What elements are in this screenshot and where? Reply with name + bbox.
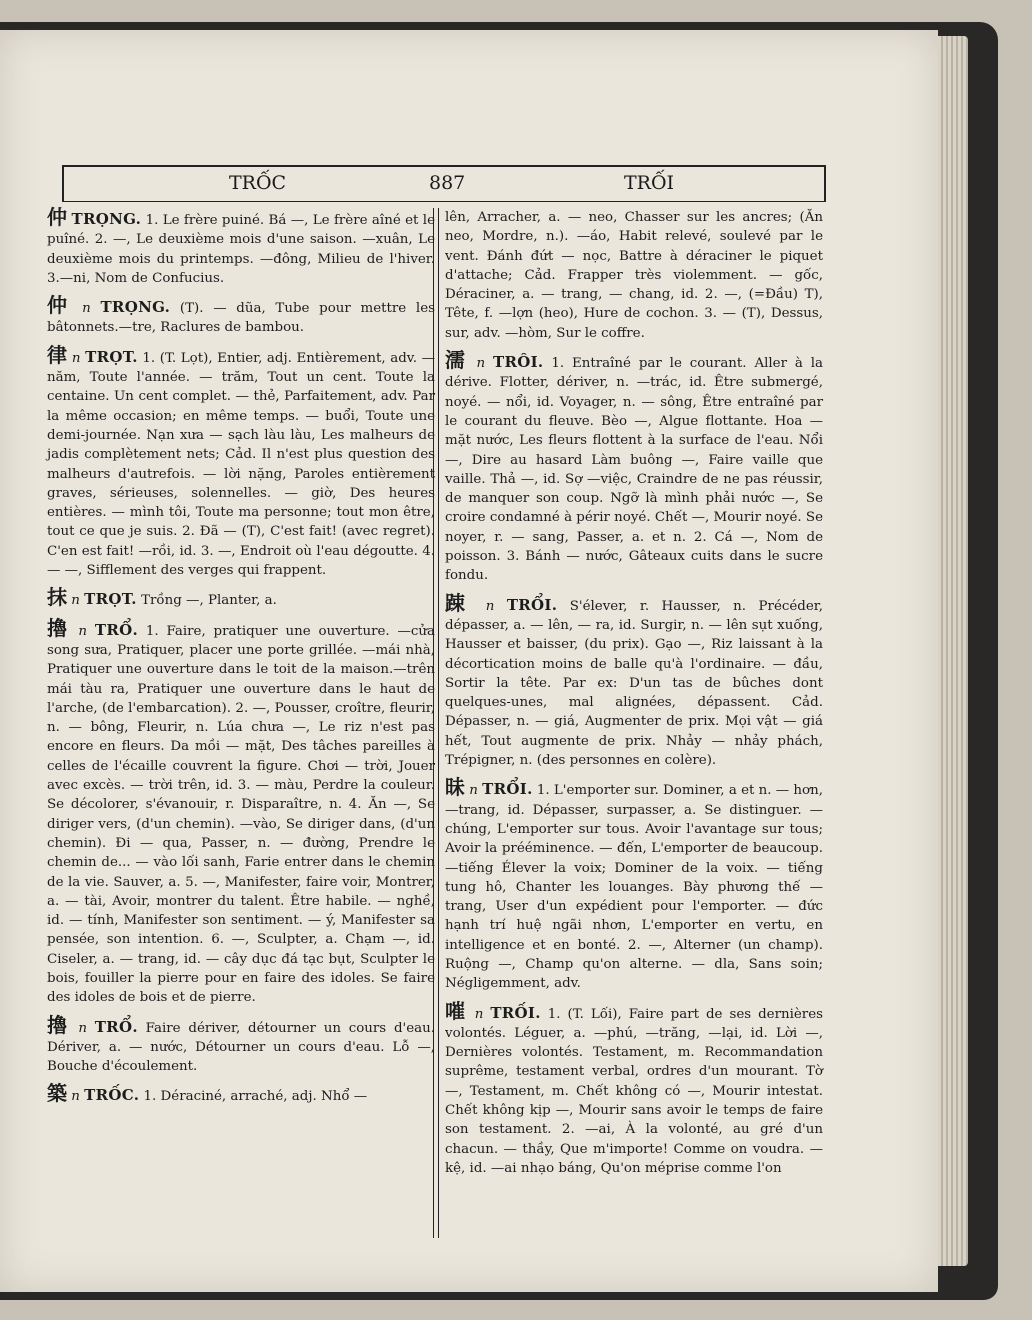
entry-character: 踈 (445, 590, 474, 615)
entry-headword: TRỌNG. (71, 210, 142, 228)
dictionary-entry (445, 590, 823, 771)
entry-headword: TRÔI. (493, 353, 544, 372)
entry-character: 擼 (47, 1012, 71, 1037)
entry-character: 擼 (47, 615, 71, 640)
dictionary-entry (47, 205, 435, 288)
entry-definition: 1. (T. Lọt), Entier, adj. Entièrement, adv. — năm, Toute l'année. — trăm, Tout un cent. Toute la centaine. Un cent complet. — thẻ, Parfaitement, adv. Par la même occasion; en même temps. — buổi, Toute une demi-journée. Nạn xưa — sạch làu làu, Les malheurs de jadis complètement nets; Cảd. Il n'est plus question des malheurs d'autrefois. — lời nặng, Paroles entièrement graves, sérieuses, solennelles. — giờ, Des heures entières. — mình tôi, Toute ma personne; tout mon être, tout ce que je suis. 2. Đã — (T), C'est fait! (avec regret). C'en est fait! —rồi, id. 3. —, Endroit où l'eau dégoutte. 4. — —, Sifflement des verges qui frappent. (47, 350, 436, 579)
entry-pos: n (71, 1089, 80, 1105)
entry-character: 昧 (445, 775, 466, 800)
entry-definition: 1. (T. Lối), Faire part de ses dernières volontés. Léguer, a. —phú, —trăng, —lại, id. Lời —, Dernières volontés. Testament, m. Recommandation suprême, testament verbal, ordres d'un mourant. Tờ —, Testament, m. Chết không có —, Mourir intestat. Chết không kịp —, Mourir sans avoir le temps de faire son testament. 2. —ai, À la volonté, au gré d'un chacun. — thầy, Que m'importe! Comme on voudra. —kệ, id. —ai nhạo báng, Qu'on méprise comme l'on (445, 1006, 824, 1176)
entry-character: 嗺 (445, 998, 468, 1023)
entry-pos: n (474, 1006, 484, 1022)
entry-character: 抹 (47, 585, 67, 610)
dictionary-entry (445, 775, 823, 993)
dictionary-entry (47, 1012, 435, 1077)
entry-headword: TRỐC. (84, 1086, 140, 1105)
entry-character: 築 (47, 1081, 67, 1106)
entry-pos: n (476, 356, 486, 372)
header-left-guide-word: TRỐC (229, 172, 287, 194)
entry-headword: TRỔI. (482, 780, 533, 799)
header-right-guide-word: TRỐI (624, 172, 675, 194)
entry-pos: n (469, 783, 478, 799)
entry-headword: TRỌT. (85, 347, 138, 366)
entry-definition: 1. Faire, pratiquer une ouverture. —cửa song sưa, Pratiquer, placer une porte grillée. —mái nhà, Pratiquer une ouverture dans le toit de la maison.—trên mái tàu ra, Pratiquer une ouverture dans le haut de l'arche, (de l'embarcation). 2. —, Pousser, croître, fleurir, n. — bông, Fleurir, n. Lúa chưa —, Le riz n'est pas encore en fleurs. Da mồi — mặt, Des tâches pareilles à celles de l'écaille couvrent la figure. Chơi — trời, Jouer avec excès. — trời trên, id. 3. — màu, Perdre la couleur. Se décolorer, s'évanouir, r. Disparaître, n. 4. Ăn —, Se diriger vers, (d'un chemin). —vào, Se diriger dans, (d'un chemin). Đi — qua, Passer, n. — đường, Prendre le chemin de... — vào lối sanh, Farie entrer dans le chemin de la vie. Sauver, a. 5. —, Manifester, faire voir, Montrer, a. — tài, Avoir, montrer du talent. Être habile. — nghề, id. — tính, Manifester son sentiment. — ý, Manifester sa pensée, son intention. 6. —, Sculpter, a. Chạm —, id. Ciseler, a. — trang, id. — cây dục đá tạc bụt, Sculpter le bois, fouiller la pierre pour en faire des idoles. Se faire des idoles de bois et de pierre. (47, 623, 436, 1006)
dictionary-entry (47, 293, 435, 338)
entry-headword: TRỌNG. (100, 298, 171, 317)
dictionary-entry (445, 348, 824, 586)
dictionary-entry-continued (445, 208, 823, 343)
entry-pos: n (78, 623, 88, 639)
entry-pos: n (485, 598, 495, 614)
dictionary-entry (47, 585, 435, 610)
entry-definition: Faire dériver, détourner un cours d'eau. Dériver, a. — nước, Détourner un cours d'eau. Lỗ —, Bouche d'écoulement. (47, 1020, 435, 1075)
entry-definition: 1. Le frère puiné. Bá —, Le frère aîné et le puîné. 2. —, Le deuxième mois d'une saison. —xuân, Le deuxième mois du printemps. —đông, Milieu de l'hiver. 3.—ni, Nom de Confucius. (47, 213, 435, 286)
entry-pos: n (78, 1020, 87, 1036)
dictionary-entry (47, 1081, 435, 1106)
dictionary-entry (47, 342, 436, 581)
running-header (62, 165, 826, 202)
entry-definition: Trồng —, Planter, a. (141, 593, 277, 609)
entry-definition: 1. Entraîné par le courant. Aller à la dérive. Flotter, dériver, n. —trác, id. Être submergé, noyé. — nổi, id. Voyager, n. — sông, Être entraîné par le courant du fleuve. Bèo —, Algue flottante. Hoa — mặt nước, Les fleurs flottent à la surface de l'eau. Nổi —, Dire au hasard Làm buông —, Faire vaille que vaille. Thả —, id. Sợ —việc, Craindre de ne pas réussir, de manquer son coup. Ngỡ là mình phải nước —, Se croire condamné à périr noyé. Chết —, Mourir noyé. Se noyer, r. — sang, Passer, a. et n. 2. Cá —, Nom de poisson. 3. Bánh — nước, Gâteaux cuits dans le sucre fondu. (445, 356, 824, 584)
entry-character: 仲 (47, 205, 68, 229)
entry-pos: n (82, 301, 91, 317)
entry-headword: TRỔ. (94, 620, 139, 639)
entry-headword: TRỔI. (506, 595, 558, 614)
right-column (445, 208, 823, 1186)
entry-definition: lên, Arracher, a. — neo, Chasser sur les ancres; (Ăn neo, Mordre, n.). —áo, Habit relevé, soulevé par le vent. Đánh đứt — nọc, Battre à déraciner le piquet d'attache; Cảd. Frapper très violemment. — gốc, Déraciner, a. — trang, — chang, id. 2. —, (=Đầu) T), Tête, f. —lợn (heo), Hure de cochon. 3. — (T), Dessus, sur, adv. —hòm, Sur le coffre. (445, 210, 823, 341)
entry-headword: TRỔ. (94, 1017, 138, 1036)
entry-pos: n (71, 350, 81, 366)
entry-character: 仲 (47, 293, 73, 318)
entry-definition: (T). — dũa, Tube pour mettre les bâtonnets.—tre, Raclures de bambou. (47, 301, 435, 336)
page-number: 887 (429, 172, 466, 194)
entry-headword: TRỌT. (84, 590, 137, 609)
dictionary-page (0, 30, 938, 1292)
entry-headword: TRỐI. (490, 1003, 541, 1022)
entry-pos: n (71, 593, 80, 609)
entry-definition: 1. Déraciné, arraché, adj. Nhổ — (143, 1089, 368, 1105)
entry-definition: 1. L'emporter sur. Dominer, a et n. — hơn, —trang, id. Dépasser, surpasser, a. Se distinguer. — chúng, L'emporter sur tous. Avoir l'avantage sur tous; Avoir la prééminence. — đến, L'emporter de beaucoup.—tiếng Élever la voix; Dominer de la voix. — tiếng tung hô, Chanter les louanges. Bày phương thế — trang, User d'un expédient pour l'emporter. — đức hạnh trí huệ ngãi nhơn, L'emporter en vertu, en intelligence et en bonté. 2. —, Alterner (un champ). Ruộng —, Champ qu'on alterne. — dla, Sans soin; Négligemment, adv. (445, 783, 823, 992)
entry-definition: S'élever, r. Hausser, n. Précéder, dépasser, a. — lên, — ra, id. Surgir, n. — lên sụt xuống, Hausser et baisser, (du prix). Gạo —, Riz laissant à la décortication moins de balle qu'à l'ordinaire. — đầu, Sortir la tête. Par ex: D'un tas de bûches dont quelques-unes, mal alignées, dépassent. Cảd. Dépasser, n. — giá, Augmenter de prix. Mọi vật — giá hết, Tout augmente de prix. Nhảy — nhảy phách, Trépigner, n. (des personnes en colère). (445, 598, 823, 769)
left-column (47, 205, 436, 1115)
entry-character: 律 (47, 342, 68, 367)
dictionary-entry (445, 998, 824, 1179)
dictionary-entry (47, 615, 436, 1008)
entry-character: 濡 (445, 348, 469, 373)
